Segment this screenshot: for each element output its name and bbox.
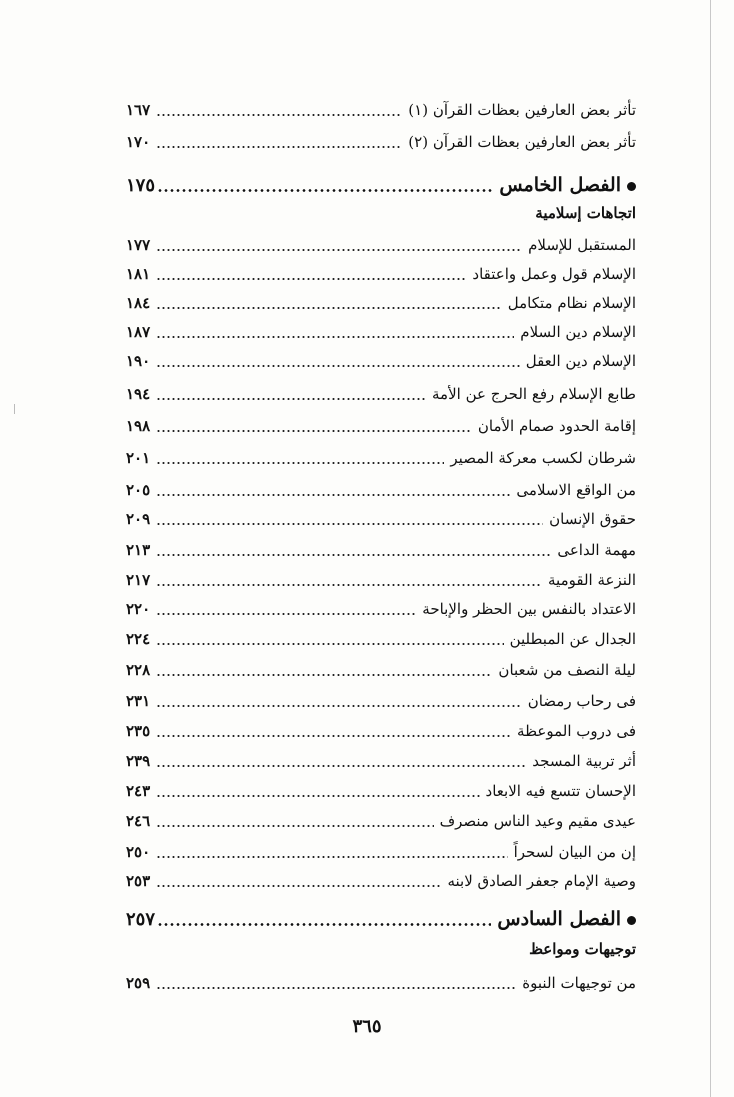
leader-dots	[156, 643, 504, 645]
chapter-subtitle: اتجاهات إسلامية	[535, 204, 636, 222]
entry-page: ١٩٠	[126, 352, 151, 370]
leader-dots	[156, 336, 514, 338]
entry-title: مهمة الداعى	[557, 541, 636, 559]
leader-dots	[156, 278, 466, 280]
leader-dots	[156, 765, 526, 767]
entry-title: الإحسان تتسع فيه الابعاد	[485, 782, 636, 800]
toc-entry	[126, 379, 636, 409]
entry-page: ٢٠١	[126, 449, 151, 467]
chapter-heading	[126, 904, 636, 934]
entry-page: ١٦٧	[126, 101, 151, 119]
entry-page: ٢٥٠	[126, 843, 151, 861]
leader-dots	[157, 923, 491, 926]
leader-dots	[156, 365, 520, 367]
entry-title: الإسلام قول وعمل واعتقاد	[472, 265, 636, 283]
entry-page: ١٧٧	[126, 236, 151, 254]
page-edge	[710, 0, 711, 1097]
toc-entry	[126, 624, 636, 654]
toc-entry	[126, 288, 636, 318]
entry-title: الإسلام نظام متكامل	[507, 294, 636, 312]
toc-entry	[126, 968, 636, 998]
entry-page: ١٩٨	[126, 417, 151, 435]
margin-mark	[14, 404, 15, 414]
toc-entry	[126, 411, 636, 441]
entry-title: عيدى مقيم وعيد الناس منصرف	[439, 812, 636, 830]
leader-dots	[156, 462, 444, 464]
chapter-title-text: الفصل الخامس	[499, 174, 621, 196]
leader-dots	[156, 494, 510, 496]
leader-dots	[156, 705, 522, 707]
page-number: ٣٦٥	[352, 1016, 382, 1037]
leader-dots	[156, 885, 441, 887]
leader-dots	[156, 674, 492, 676]
leader-dots	[156, 856, 508, 858]
toc-entry	[126, 655, 636, 685]
toc-entry	[126, 594, 636, 624]
entry-page: ٢٣١	[126, 692, 151, 710]
bullet-icon	[627, 182, 636, 191]
entry-title: الإسلام دين السلام	[520, 323, 636, 341]
leader-dots	[156, 398, 426, 400]
toc-entry	[126, 565, 636, 595]
toc-entry	[126, 837, 636, 867]
chapter-heading	[126, 170, 636, 200]
toc-entry	[126, 317, 636, 347]
entry-page: ٢١٣	[126, 541, 151, 559]
entry-title: الاعتداد بالنفس بين الحظر والإباحة	[422, 600, 636, 618]
toc-entry	[126, 776, 636, 806]
chapter-subtitle: توجيهات ومواعظ	[529, 940, 636, 958]
chapter-title	[495, 174, 636, 196]
leader-dots	[156, 146, 402, 148]
leader-dots	[156, 584, 542, 586]
toc-entry	[126, 95, 636, 125]
leader-dots	[156, 987, 516, 989]
entry-page: ٢٢٤	[126, 630, 151, 648]
leader-dots	[156, 613, 416, 615]
leader-dots	[156, 249, 522, 251]
entry-page: ٢٠٩	[126, 510, 151, 528]
entry-title: الإسلام دين العقل	[525, 352, 636, 370]
chapter-title	[493, 908, 636, 930]
entry-page: ١٩٤	[126, 385, 151, 403]
entry-title: من توجيهات النبوة	[522, 974, 636, 992]
entry-page: ٢٢٠	[126, 600, 151, 618]
toc-entry	[126, 443, 636, 473]
leader-dots	[156, 114, 402, 116]
entry-title: فى دروب الموعظة	[517, 722, 636, 740]
entry-title: وصية الإمام جعفر الصادق لابنه	[447, 872, 636, 890]
entry-page: ١٨١	[126, 265, 151, 283]
bullet-icon	[627, 916, 636, 925]
leader-dots	[156, 825, 434, 827]
entry-title: أثر تربية المسجد	[532, 752, 636, 770]
entry-title: تأثر بعض العارفين بعظات القرآن (١)	[408, 101, 636, 119]
toc-entry	[126, 806, 636, 836]
entry-title: إقامة الحدود صمام الأمان	[477, 417, 636, 435]
entry-title: إن من البيان لسحراً	[513, 843, 636, 861]
entry-title: ليلة النصف من شعبان	[498, 661, 636, 679]
entry-page: ١٨٧	[126, 323, 151, 341]
entry-page: ٢٥٩	[126, 974, 151, 992]
entry-title: شرطان لكسب معركة المصير	[450, 449, 636, 467]
leader-dots	[156, 430, 472, 432]
entry-page: ٢١٧	[126, 571, 151, 589]
entry-page: ٢٥٣	[126, 872, 151, 890]
entry-page: ٢٢٨	[126, 661, 151, 679]
toc-entry	[126, 230, 636, 260]
entry-title: من الواقع الاسلامى	[516, 481, 636, 499]
toc-entry	[126, 259, 636, 289]
toc-entry	[126, 127, 636, 157]
entry-title: فى رحاب رمضان	[527, 692, 636, 710]
entry-title: حقوق الإنسان	[549, 510, 636, 528]
leader-dots	[156, 523, 543, 525]
entry-title: النزعة القومية	[548, 571, 636, 589]
entry-title: تأثر بعض العارفين بعظات القرآن (٢)	[408, 133, 636, 151]
entry-title: الجدال عن المبطلين	[509, 630, 636, 648]
chapter-page: ١٧٥	[126, 174, 156, 196]
leader-dots	[156, 554, 551, 556]
chapter-title-text: الفصل السادس	[497, 908, 621, 930]
toc-entry	[126, 686, 636, 716]
toc-entry	[126, 866, 636, 896]
entry-title: المستقبل للإسلام	[528, 236, 636, 254]
leader-dots	[156, 795, 480, 797]
entry-page: ١٨٤	[126, 294, 151, 312]
leader-dots	[157, 189, 493, 192]
toc-entry	[126, 475, 636, 505]
chapter-page: ٢٥٧	[126, 908, 156, 930]
toc-entry	[126, 716, 636, 746]
entry-page: ٢٤٣	[126, 782, 151, 800]
entry-page: ٢٣٩	[126, 752, 151, 770]
leader-dots	[156, 735, 511, 737]
entry-title: طابع الإسلام رفع الحرج عن الأمة	[432, 385, 636, 403]
toc-entry	[126, 346, 636, 376]
entry-page: ٢٤٦	[126, 812, 151, 830]
toc-entry	[126, 746, 636, 776]
entry-page: ٢٣٥	[126, 722, 151, 740]
leader-dots	[156, 307, 502, 309]
toc-entry	[126, 504, 636, 534]
entry-page: ١٧٠	[126, 133, 151, 151]
toc-entry	[126, 535, 636, 565]
entry-page: ٢٠٥	[126, 481, 151, 499]
